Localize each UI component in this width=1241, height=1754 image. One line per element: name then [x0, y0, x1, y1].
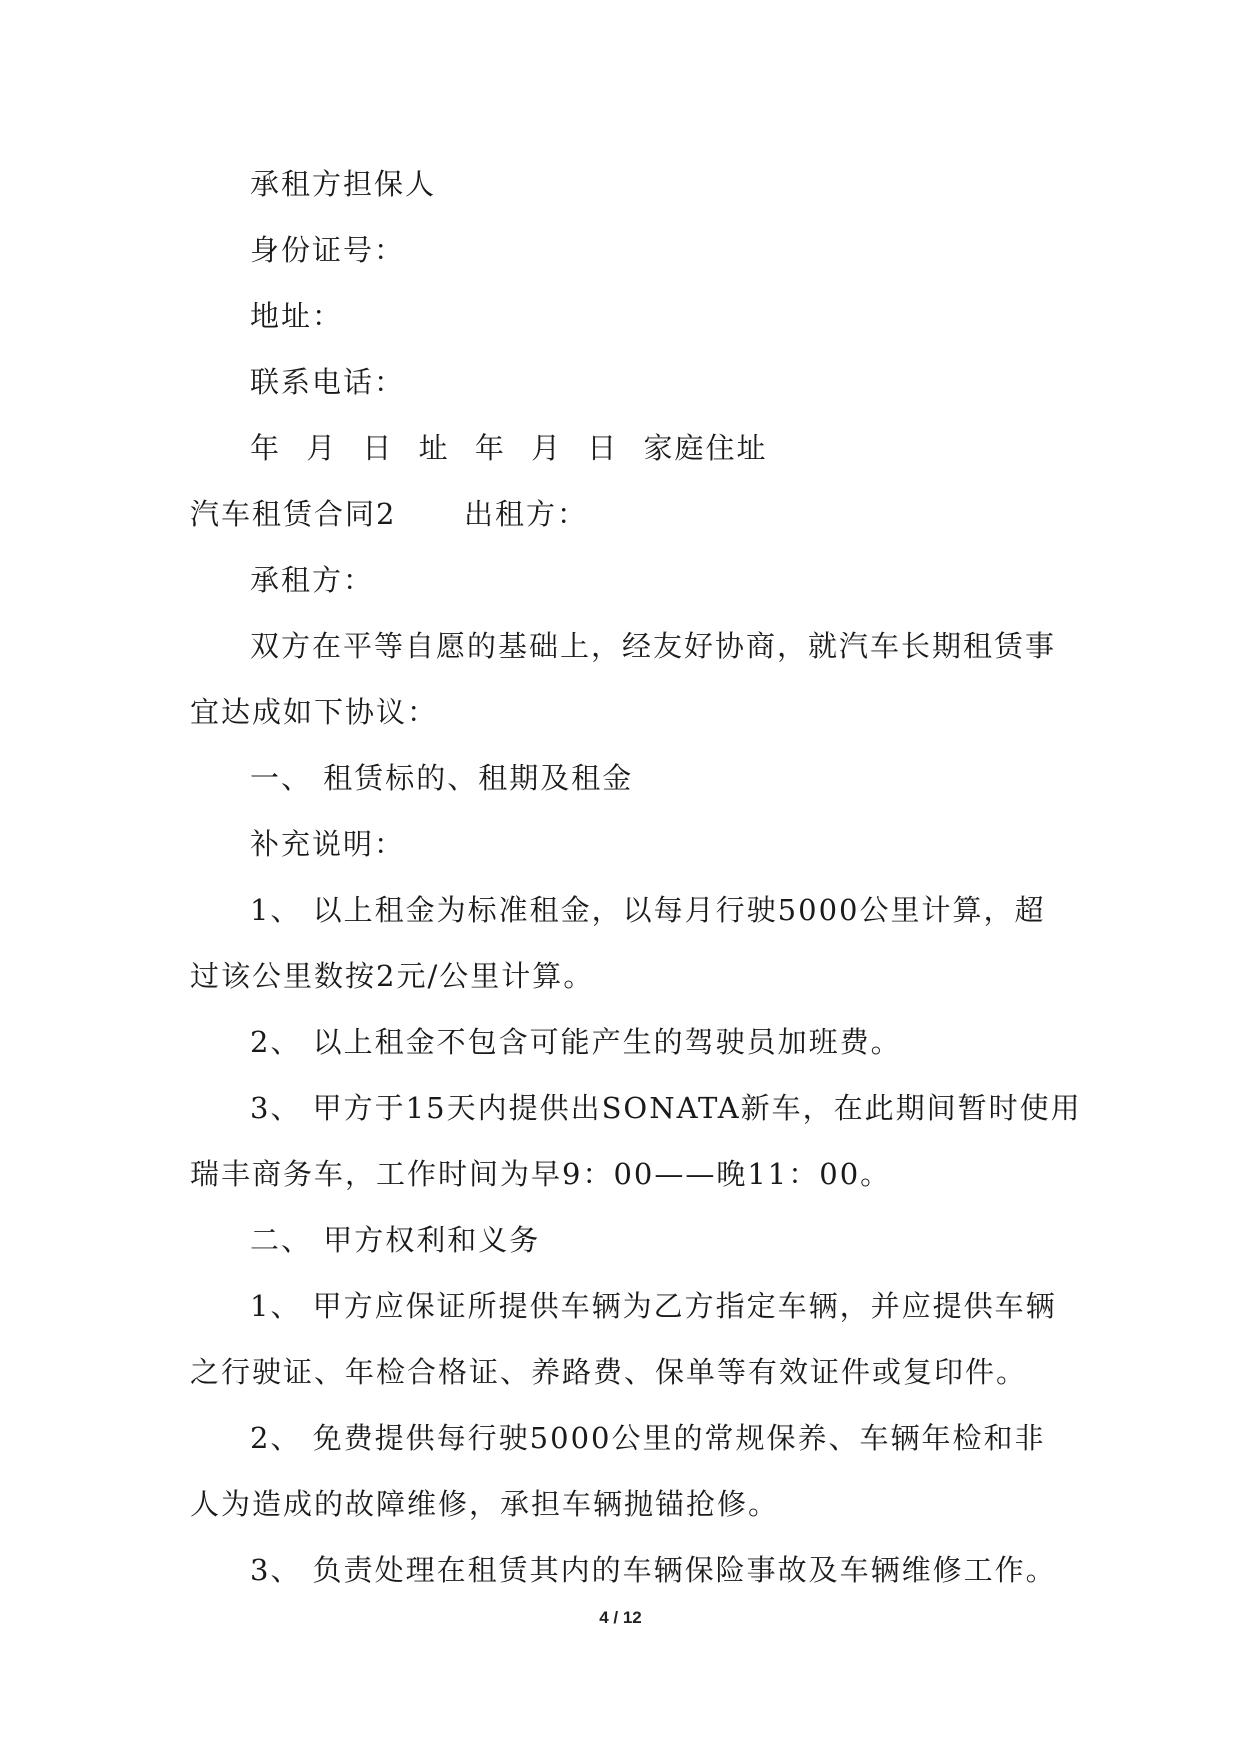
lessor-label: 出租方： [464, 497, 589, 531]
clause-1-2: 2、 以上租金不包含可能产生的驾驶员加班费。 [250, 1025, 902, 1059]
date-address-line: 年 月 日 址 年 月 日 家庭住址 [250, 431, 768, 465]
section-heading-2: 二、 甲方权利和义务 [250, 1223, 541, 1257]
guarantor-label: 承租方担保人 [250, 167, 437, 201]
clause-1-3-cont: 瑞丰商务车，工作时间为早9：00——晚11：00。 [190, 1157, 892, 1191]
clause-2-1: 1、 甲方应保证所提供车辆为乙方指定车辆，并应提供车辆 [250, 1289, 1057, 1323]
phone-label: 联系电话： [250, 365, 406, 399]
section-heading-1: 一、 租赁标的、租期及租金 [250, 761, 634, 795]
clause-2-1-cont: 之行驶证、年检合格证、养路费、保单等有效证件或复印件。 [190, 1355, 1028, 1389]
id-number-label: 身份证号： [250, 233, 406, 267]
page-number: 4 / 12 [599, 1608, 642, 1627]
clause-1-1-cont: 过该公里数按2元/公里计算。 [190, 959, 595, 993]
contract-title: 汽车租赁合同2 [190, 497, 397, 531]
clause-2-2: 2、 免费提供每行驶5000公里的常规保养、车辆年检和非 [250, 1421, 1046, 1455]
clause-2-3: 3、 负责处理在租赁其内的车辆保险事故及车辆维修工作。 [250, 1553, 1057, 1587]
clause-2-2-cont: 人为造成的故障维修，承担车辆抛锚抢修。 [190, 1487, 780, 1521]
clause-1-1: 1、 以上租金为标准租金，以每月行驶5000公里计算，超 [250, 893, 1046, 927]
lessee-label: 承租方： [250, 563, 375, 597]
supplement-label: 补充说明： [250, 827, 406, 861]
paragraph-intro: 双方在平等自愿的基础上，经友好协商，就汽车长期租赁事 [250, 629, 1057, 663]
paragraph-intro-cont: 宜达成如下协议： [190, 695, 439, 729]
clause-1-3: 3、 甲方于15天内提供出SONATA新车，在此期间暂时使用 [250, 1091, 1082, 1125]
address-label: 地址： [250, 299, 344, 333]
